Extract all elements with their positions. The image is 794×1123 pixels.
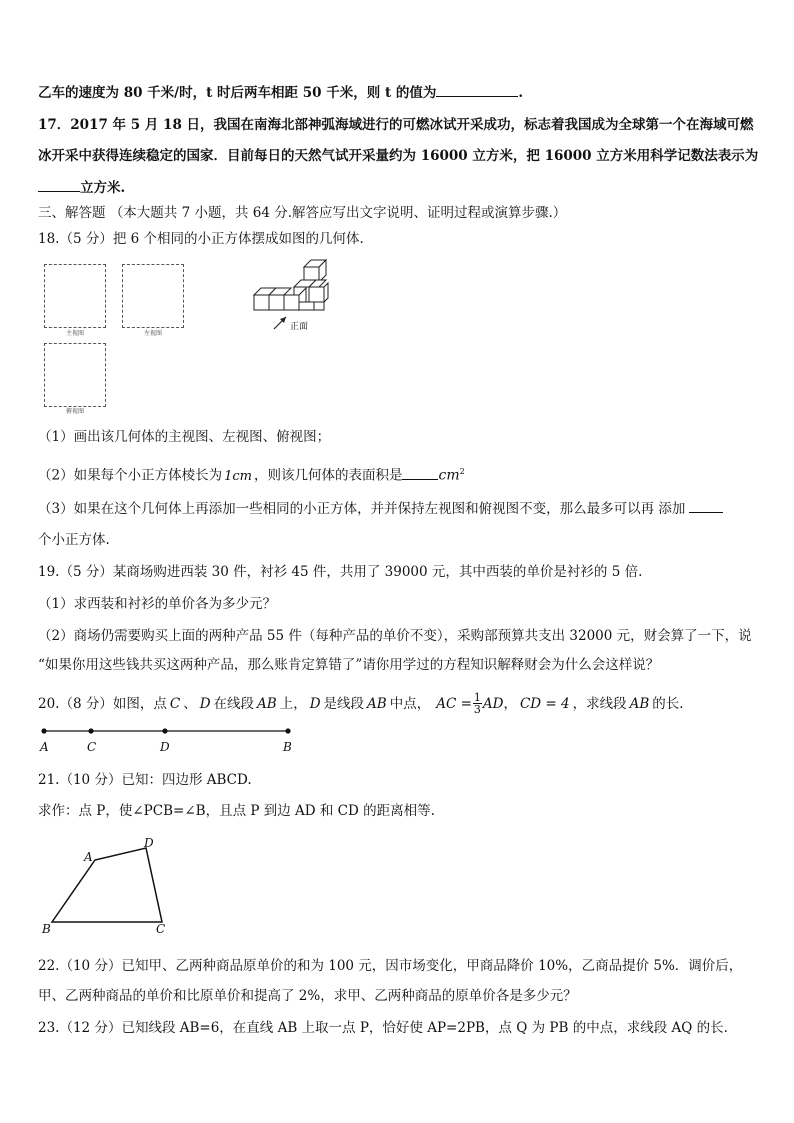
quad-label-D: D [144,836,154,850]
point-A [41,728,46,733]
q20-sep: 、 [183,695,197,712]
main-view-caption: 主视图 [65,330,84,337]
fraction-one-third [473,692,482,715]
q18-part3 [38,498,723,518]
frac-num: 1 [473,691,481,704]
point-C [88,728,93,733]
q22-line1: 22.（10 分）已知甲、乙两种商品原单价的和为 100 元，因市场变化，甲商品降价 10%，乙商品提价 5%．调价后， [38,958,743,974]
q19-part2a: （2）商场仍需要购买上面的两种产品 55 件（每种产品的单价不变），采购部预算共支出 32000 元，财会算了一下，说 [38,628,752,644]
point-D [162,728,167,733]
seg-label-B: B [283,740,292,754]
q20-C: C [169,695,181,712]
q16-continuation [38,82,523,102]
q20-AB3: AB [629,695,650,712]
left-view-box [122,264,184,328]
quad-label-A: A [84,850,93,864]
q20-t3: 上， [279,695,307,712]
answer-blank-18-2 [402,465,438,480]
q18-part3-end: 个小正方体. [38,532,110,548]
seg-label-D: D [160,740,170,754]
q23-title: 23.（12 分）已知线段 AB=6，在直线 AB 上取一点 P，恰好使 AP=2PB，点 Q 为 PB 的中点，求线段 AQ 的长. [38,1020,728,1036]
answer-blank-16 [436,82,518,97]
q19-title: 19.（5 分）某商场购进西装 30 件，衬衫 45 件，共用了 39000 元，其中西装的单价是衬衫的 5 倍. [38,564,643,580]
q18-title: 18.（5 分）把 6 个相同的小正方体摆成如图的几何体. [38,231,364,247]
q17-line1: 17．2017 年 5 月 18 日，我国在南海北部神弧海域进行的可燃冰试开采成功，标志着我国成为全球第一个在海域可燃 [38,117,754,133]
q16-text: 乙车的速度为 80 千米/时，t 时后两车相距 50 千米，则 t 的值为 [38,85,437,101]
q20-t5: 中点， [389,695,431,712]
front-label: 正面 [290,322,309,332]
unit-1cm: 1cm [224,468,252,484]
seg-label-A: A [40,740,49,754]
unit-cm2: cm [438,467,460,484]
q20-eq1: AC = [436,695,472,712]
period: . [518,85,524,101]
q20-t1: 20.（8 分）如图，点 [38,695,167,712]
segment-figure [38,724,298,738]
q21-title: 21.（10 分）已知：四边形 ABCD. [38,772,252,788]
q20-AB2: AB [367,695,387,712]
q21-task: 求作：点 P，使∠PCB=∠B，且点 P 到边 AD 和 CD 的距离相等. [38,803,435,819]
q20-t7: 的长. [652,695,684,712]
q17-line3 [38,177,125,197]
seg-label-C: C [87,740,97,754]
q20-AB: AB [257,695,277,712]
q22-line2: 甲、乙两种商品的单价和比原单价和提高了 2%，求甲、乙两种商品的原单价各是多少元？ [38,988,577,1004]
point-B [285,728,290,733]
section-heading: 三、解答题 （本大题共 7 小题，共 64 分.解答应写出文字说明、证明过程或演算步骤.） [38,205,567,221]
q20-D: D [199,695,211,712]
q18-part1: （1）画出该几何体的主视图、左视图、俯视图； [38,429,331,445]
q20-title [38,692,684,715]
quadrilateral-figure [40,836,180,936]
q20-D2: D [309,695,321,712]
frac-den: 3 [473,703,481,716]
q20-eq2: CD = 4 [519,695,570,712]
top-view-caption: 俯视图 [65,408,84,415]
q18-2-text2: ，则该几何体的表面积是 [253,467,403,484]
answer-blank-18-3 [689,498,723,513]
q18-part2 [38,463,465,486]
q20-comma: ， [503,695,517,712]
left-view-caption: 左视图 [143,330,162,337]
answer-blank-17 [38,177,80,192]
quad-label-B: B [42,922,51,936]
top-view-box [44,343,106,407]
main-view-box [44,264,106,328]
q18-2-text: （2）如果每个小正方体棱长为 [38,467,223,484]
q20-t6: ，求线段 [572,695,627,712]
q19-part1: （1）求西装和衬衫的单价各为多少元？ [38,596,277,612]
q19-part2b: “如果你用这些钱共买这两种产品，那么账肯定算错了”请你用学过的方程知识解释财会为什么会这样说？ [38,657,660,673]
q17-line2: 冰开采中获得连续稳定的国家．目前每日的天然气试开采量约为 16000 立方米，把 16000 立方米用科学记数法表示为 [38,148,759,164]
quad-label-C: C [156,922,166,936]
q20-t2: 在线段 [213,695,255,712]
q20-AD: AD [482,695,504,712]
exponent: 2 [459,467,465,476]
q20-t4: 是线段 [323,695,365,712]
q17-unit: 立方米. [80,180,126,196]
q18-3-text: （3）如果在这个几何体上再添加一些相同的小正方体，并并保持左视图和俯视图不变，那么最多可以再 添加 [38,501,686,517]
